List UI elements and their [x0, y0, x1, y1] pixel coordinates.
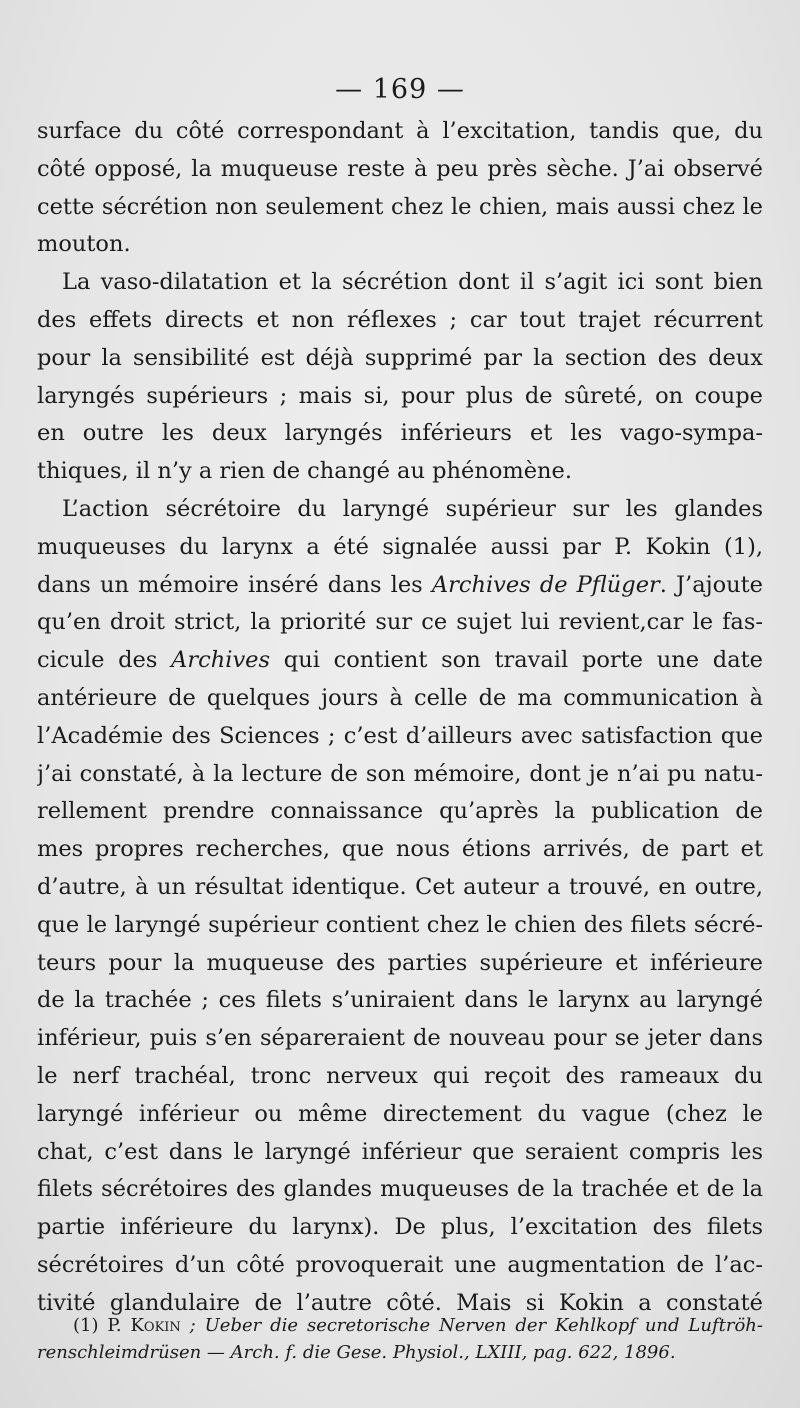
text-line: j’ai constaté, à la lecture de son mémoire, dont je n’ai pu natu- — [37, 760, 763, 787]
footnote-title: ; Ueber die secretorische Nerven der Kehlkopf und Luftröh- — [180, 1315, 763, 1336]
text-line: l’Académie des Sciences ; c’est d’ailleurs avec satisfaction que — [37, 722, 763, 749]
text-line: pour la sensibilité est déjà supprimé par la section des deux — [37, 344, 763, 371]
text-line: en outre les deux laryngés inférieurs et les vago-sympa- — [37, 420, 763, 447]
text-line: surface du côté correspondant à l’excitation, tandis que, du — [37, 118, 763, 144]
footnote-line — [37, 1312, 763, 1339]
text-line: partie inférieure du larynx). De plus, l’excitation des filets — [37, 1214, 763, 1241]
text-line: inférieur, puis s’en sépareraient de nouveau pour se jeter dans — [37, 1025, 763, 1052]
text-line: de la trachée ; ces filets s’uniraient dans le larynx au laryngé — [37, 987, 763, 1014]
italic-title: Archives — [171, 647, 271, 674]
text-line: mes propres recherches, que nous étions arrivés, de part et — [37, 836, 763, 863]
footnote-marker: (1) P. — [73, 1315, 122, 1336]
text-line: le nerf trachéal, tronc nerveux qui reçoit des rameaux du — [37, 1062, 763, 1089]
text-line: laryngé inférieur ou même directement du vague (chez le — [37, 1100, 763, 1127]
text-line: dans un mémoire inséré dans les Archives de Pflüger. J’ajoute — [37, 571, 763, 598]
footnote-author: Kokin — [130, 1315, 181, 1336]
italic-title: Archives de Pflüger — [431, 571, 660, 598]
text-line: côté opposé, la muqueuse reste à peu près sèche. J’ai observé — [37, 155, 763, 182]
text-line: antérieure de quelques jours à celle de ma communication à — [37, 684, 763, 711]
text-line: sécrétoires d’un côté provoquerait une augmentation de l’ac- — [37, 1251, 763, 1278]
text-line: tivité glandulaire de l’autre côté. Mais si Kokin a constaté — [37, 1289, 763, 1316]
footnote — [37, 1312, 763, 1366]
page-number: — 169 — — [335, 74, 465, 105]
text-line: thiques, il n’y a rien de changé au phénomène. — [37, 458, 572, 485]
text-line: La vaso-dilatation et la sécrétion dont il s’agit ici sont bien — [62, 269, 763, 296]
text-line: filets sécrétoires des glandes muqueuses de la trachée et de la — [37, 1176, 763, 1203]
text-line: chat, c’est dans le laryngé inférieur que seraient compris les — [37, 1138, 763, 1165]
text-line: rellement prendre connaissance qu’après la publication de — [37, 798, 763, 825]
text-line: muqueuses du larynx a été signalée aussi par P. Kokin (1), — [37, 533, 763, 560]
text-line: qu’en droit strict, la priorité sur ce sujet lui revient,car le fas- — [37, 609, 763, 636]
text-line: que le laryngé supérieur contient chez le chien des filets sécré- — [37, 911, 763, 938]
body-text — [37, 113, 763, 1323]
text-line: mouton. — [37, 231, 131, 258]
text-line: d’autre, à un résultat identique. Cet auteur a trouvé, en outre, — [37, 873, 763, 900]
text-line: des effets directs et non réflexes ; car tout trajet récurrent — [37, 306, 763, 333]
text-line: cette sécrétion non seulement chez le chien, mais aussi chez le — [37, 193, 763, 220]
footnote-line: renschleimdrüsen — Arch. f. die Gese. Physiol., LXIII, pag. 622, 1896. — [37, 1342, 676, 1363]
text-line: L’action sécrétoire du laryngé supérieur sur les glandes — [62, 495, 763, 522]
text-line: laryngés supérieurs ; mais si, pour plus de sûreté, on coupe — [37, 382, 763, 409]
text-line: teurs pour la muqueuse des parties supérieure et inférieure — [37, 949, 763, 976]
text-line: cicule des Archives qui contient son travail porte une date — [37, 647, 763, 674]
